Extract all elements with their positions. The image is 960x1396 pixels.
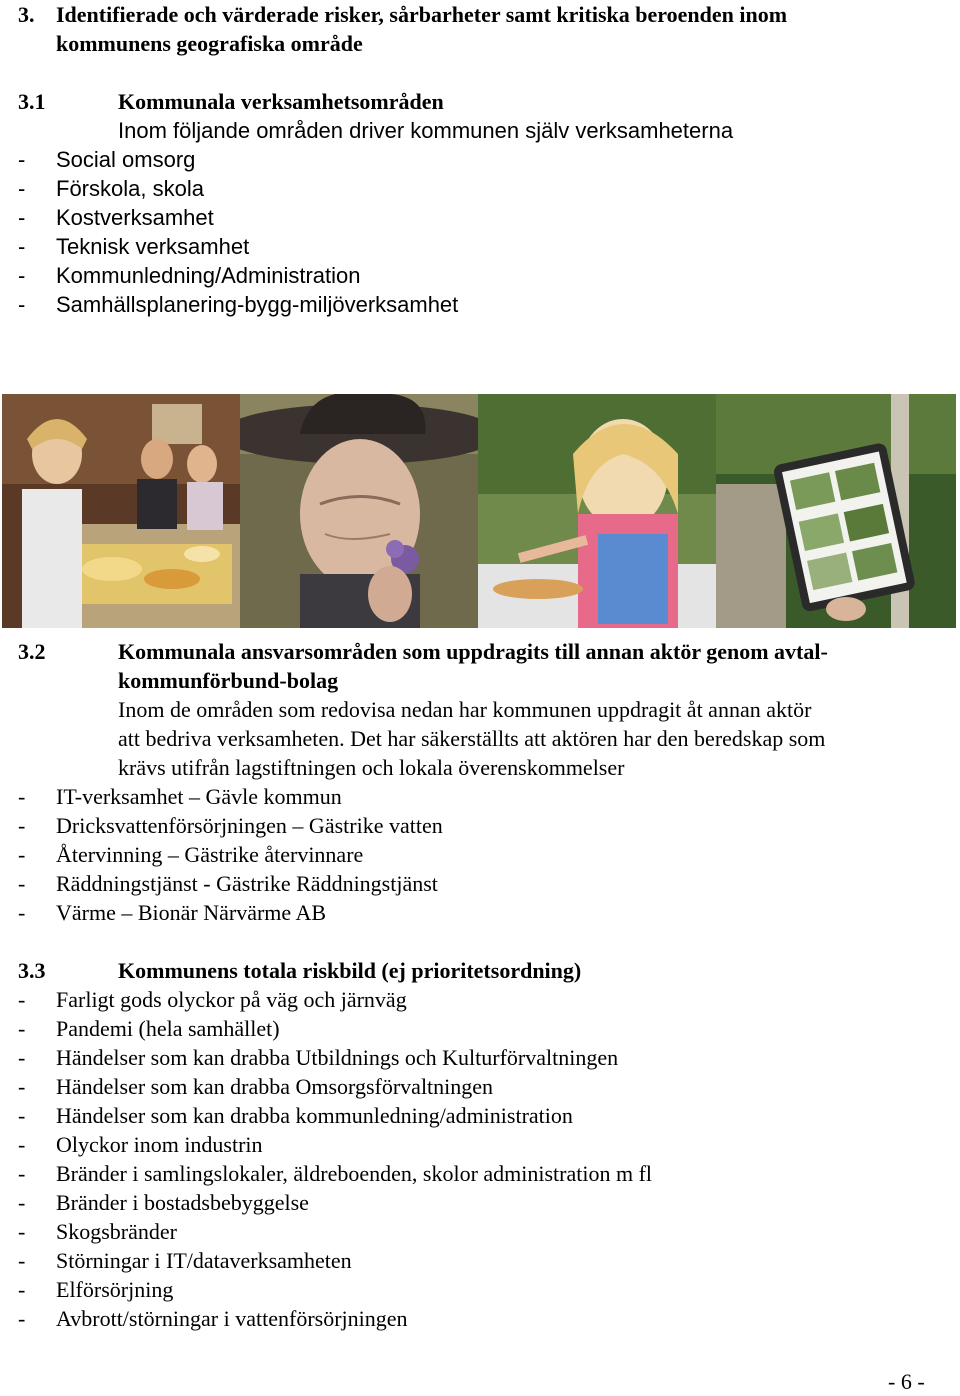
section-3-1-number: 3.1 bbox=[18, 89, 46, 114]
section-3-1-title: Kommunala verksamhetsområden bbox=[118, 89, 444, 114]
section-3-title-line-1: Identifierade och värderade risker, sårbarheter samt kritiska beroenden inom bbox=[56, 2, 788, 27]
tablet-nature-photo bbox=[716, 394, 956, 628]
section-3-3-number: 3.3 bbox=[18, 958, 46, 983]
child-eating-photo bbox=[478, 394, 716, 628]
tablet-nature-image bbox=[716, 394, 956, 628]
page-number: - 6 - bbox=[888, 1369, 925, 1394]
section-3-3-title: Kommunens totala riskbild (ej prioritetsordning) bbox=[118, 958, 582, 983]
section-3-2-title-line-1: Kommunala ansvarsområden som uppdragits till annan aktör genom avtal- bbox=[118, 639, 828, 664]
section-3-2-title-line-2: kommunförbund-bolag bbox=[118, 668, 339, 693]
section-3-1-intro: Inom följande områden driver kommunen själv verksamheterna bbox=[118, 118, 734, 143]
section-3-2-number: 3.2 bbox=[18, 639, 46, 664]
child-eating-image bbox=[478, 394, 716, 628]
school-lunch-image bbox=[2, 394, 240, 628]
elderly-woman-flowers-photo bbox=[240, 394, 478, 628]
elderly-woman-image bbox=[240, 394, 478, 628]
section-3-number: 3. bbox=[18, 2, 35, 27]
section-3-title-line-2: kommunens geografiska område bbox=[56, 31, 363, 56]
school-lunch-photo bbox=[2, 394, 240, 628]
photo-strip bbox=[2, 394, 956, 628]
